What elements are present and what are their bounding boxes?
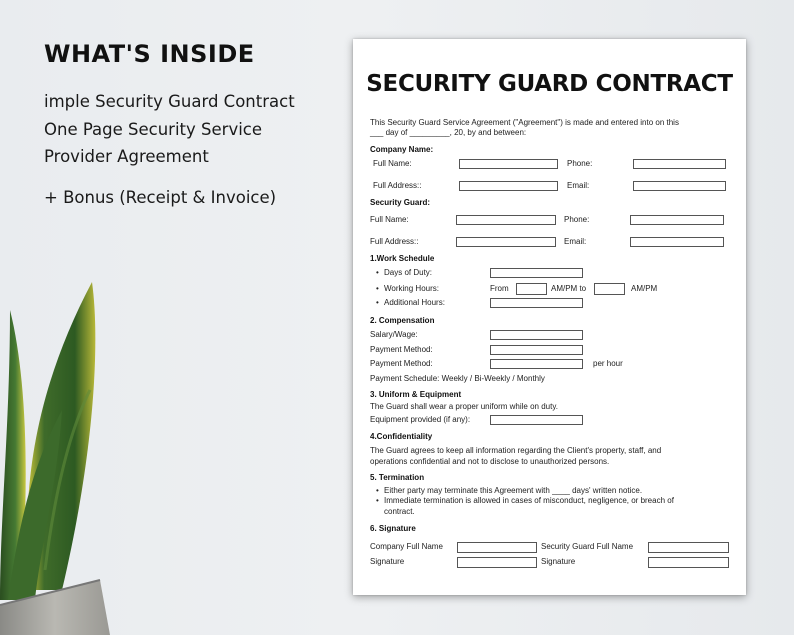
guard-signature-field[interactable]: [648, 557, 729, 568]
guard-signature-label: Signature: [541, 557, 576, 566]
company-phone-field[interactable]: [633, 159, 726, 169]
per-hour-label: per hour: [593, 359, 623, 368]
promo-line-2: One Page Security Service: [44, 119, 263, 139]
from-time-field[interactable]: [516, 283, 547, 295]
guard-email-field[interactable]: [630, 237, 724, 247]
days-of-duty-field[interactable]: [490, 268, 583, 278]
guard-full-name-label: Full Name:: [370, 215, 409, 224]
payment-schedule: Payment Schedule: Weekly / Bi-Weekly / Monthly: [370, 374, 545, 383]
guard-full-name-field[interactable]: [456, 215, 556, 225]
guard-heading: Security Guard:: [370, 198, 431, 207]
signature-heading: 6. Signature: [370, 524, 416, 533]
guard-phone-field[interactable]: [630, 215, 724, 225]
promo-line-1: imple Security Guard Contract: [44, 92, 295, 111]
uniform-heading: 3. Uniform & Equipment: [370, 390, 462, 399]
confidentiality-line-1: The Guard agrees to keep all information regarding the Client's property, staff, and: [370, 446, 662, 455]
guard-full-name-sig-label: Security Guard Full Name: [541, 542, 634, 551]
company-heading: Company Name:: [370, 145, 434, 154]
company-signature-label: Signature: [370, 557, 405, 566]
company-signature-field[interactable]: [457, 557, 537, 568]
company-address-label: Full Address::: [373, 181, 422, 190]
company-full-name-label: Full Name:: [373, 159, 412, 168]
additional-hours-field[interactable]: [490, 298, 583, 308]
work-schedule-heading: 1.Work Schedule: [370, 254, 435, 263]
compensation-heading: 2. Compensation: [370, 316, 435, 325]
salary-field[interactable]: [490, 330, 583, 340]
to-time-field[interactable]: [594, 283, 625, 295]
guard-address-field[interactable]: [456, 237, 556, 247]
document-title: SECURITY GUARD CONTRACT: [366, 71, 733, 97]
company-phone-label: Phone:: [567, 159, 593, 168]
company-email-field[interactable]: [633, 181, 726, 191]
from-label: From: [490, 284, 509, 293]
guard-address-label: Full Address::: [370, 237, 419, 246]
company-full-name-sig-field[interactable]: [457, 542, 537, 553]
days-of-duty-label: • Days of Duty:: [384, 268, 432, 278]
promo-bonus: + Bonus (Receipt & Invoice): [44, 187, 277, 207]
confidentiality-heading: 4.Confidentiality: [370, 432, 433, 441]
promo-text-block: [44, 40, 334, 211]
intro-line-1: This Security Guard Service Agreement ("Agreement") is made and entered into on this: [370, 118, 679, 127]
guard-email-label: Email:: [564, 237, 587, 246]
salary-label: Salary/Wage:: [370, 330, 418, 339]
promo-heading: WHAT'S INSIDE: [44, 40, 255, 68]
termination-heading: 5. Termination: [370, 473, 425, 482]
equipment-label: Equipment provided (if any):: [370, 415, 471, 424]
payment-method-field[interactable]: [490, 345, 583, 355]
payment-method-label: Payment Method:: [370, 345, 433, 354]
guard-full-name-sig-field[interactable]: [648, 542, 729, 553]
company-address-field[interactable]: [459, 181, 558, 191]
ampm-to-label: AM/PM to: [551, 284, 587, 293]
payment-method-field-2[interactable]: [490, 359, 583, 369]
working-hours-label: • Working Hours:: [384, 284, 439, 294]
promo-line-3: Provider Agreement: [44, 147, 209, 166]
company-email-label: Email:: [567, 181, 590, 190]
termination-line-3: contract.: [384, 507, 415, 516]
ampm-label: AM/PM: [631, 284, 658, 293]
termination-line-1: • Either party may terminate this Agreement with ____ days' written notice.: [384, 486, 642, 496]
termination-line-2: • Immediate termination is allowed in cases of misconduct, negligence, or breach of: [384, 496, 674, 506]
snake-plant-image: [0, 270, 130, 635]
guard-phone-label: Phone:: [564, 215, 590, 224]
company-full-name-field[interactable]: [459, 159, 558, 169]
contract-document: [353, 39, 746, 595]
additional-hours-label: • Additional Hours:: [384, 298, 445, 308]
intro-line-2: ___ day of _________, 20, by and between:: [370, 128, 527, 137]
payment-method-label-2: Payment Method:: [370, 359, 433, 368]
uniform-text: The Guard shall wear a proper uniform while on duty.: [370, 402, 558, 411]
company-full-name-sig-label: Company Full Name: [370, 542, 443, 551]
equipment-field[interactable]: [490, 415, 583, 425]
confidentiality-line-2: operations confidential and not to disclose to unauthorized persons.: [370, 457, 610, 466]
